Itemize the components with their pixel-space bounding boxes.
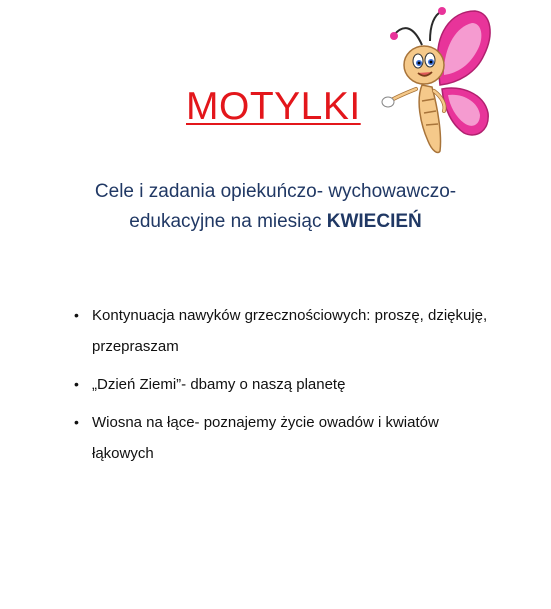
goal-text: Kontynuacja nawyków grzecznościowych: proszę, dziękuję, przepraszam [92, 307, 488, 355]
subtitle-line-1: Cele i zadania opiekuńczo- wychowawczo- [94, 181, 457, 202]
subtitle-line-2-prefix: edukacyjne na miesiąc [129, 211, 327, 232]
butterfly-icon [380, 5, 495, 165]
subtitle-month: KWIECIEŃ [326, 211, 422, 232]
bullet-icon: • [74, 307, 79, 323]
goal-text: „Dzień Ziemi”- dbamy o naszą planetę [92, 376, 346, 393]
goal-item [70, 407, 490, 469]
bullet-icon: • [74, 414, 79, 430]
page-title: MOTYLKI [186, 85, 361, 128]
goals-list [70, 300, 490, 476]
goal-item [70, 300, 490, 362]
goal-text: Wiosna na łące- poznajemy życie owadów i kwiatów łąkowych [92, 414, 439, 462]
goal-item [70, 369, 490, 400]
bullet-icon: • [74, 376, 79, 392]
subtitle [0, 177, 551, 237]
subtitle-line-2 [0, 207, 551, 237]
